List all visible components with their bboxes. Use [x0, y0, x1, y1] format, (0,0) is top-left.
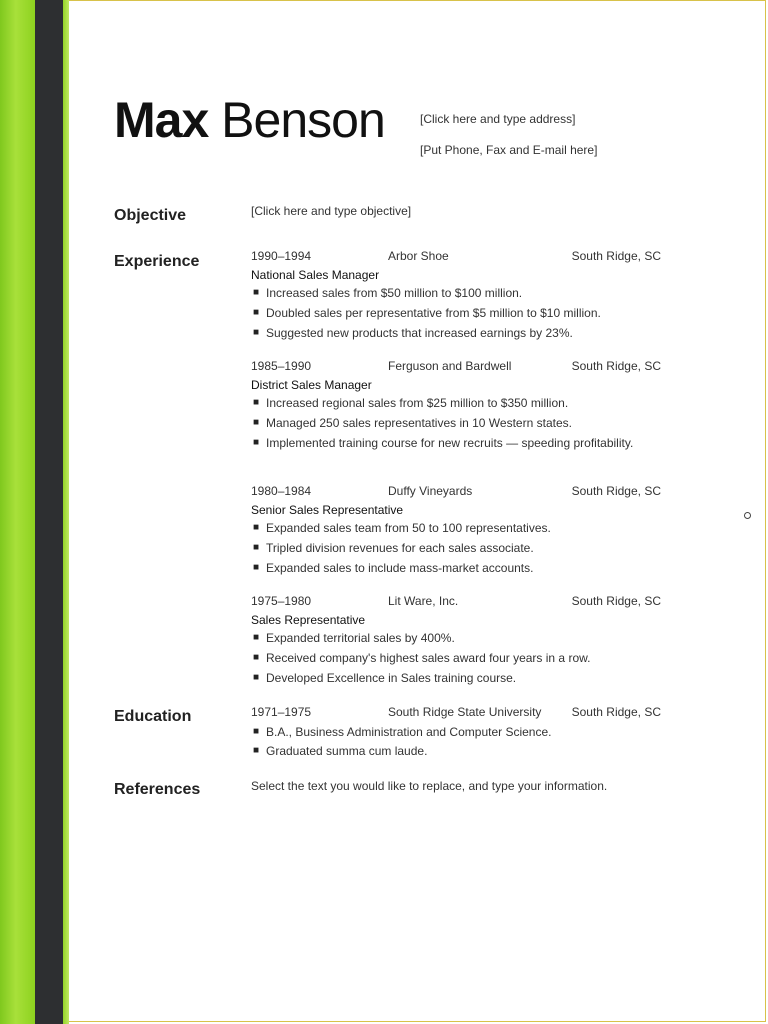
bullet-text: Expanded territorial sales by 400%. — [266, 631, 455, 645]
education-school: South Ridge State University — [388, 705, 542, 719]
job-title: Sales Representative — [251, 613, 366, 627]
job-title: District Sales Manager — [251, 378, 372, 392]
bullet-icon: ■ — [253, 437, 260, 448]
experience-heading: Experience — [114, 253, 200, 270]
job-company: Arbor Shoe — [388, 249, 449, 263]
bullet-text: Expanded sales team from 50 to 100 representatives. — [266, 521, 551, 535]
bullet-icon: ■ — [253, 672, 260, 683]
bullet-icon: ■ — [253, 726, 260, 737]
education-bullet — [251, 724, 661, 740]
job-dates: 1975–1980 — [251, 594, 312, 608]
first-name[interactable]: Max — [114, 92, 209, 148]
education-heading: Education — [114, 708, 192, 725]
references-placeholder[interactable]: Select the text you would like to replace, and type your information. — [251, 779, 608, 793]
phone-placeholder[interactable]: [Put Phone, Fax and E-mail here] — [420, 143, 598, 157]
job-entry — [251, 249, 661, 345]
job-bullet — [251, 520, 661, 536]
bullet-icon: ■ — [253, 745, 260, 756]
bullet-text: B.A., Business Administration and Computer Science. — [266, 725, 552, 739]
bullet-icon: ■ — [253, 652, 260, 663]
job-bullet — [251, 415, 661, 431]
job-bullet — [251, 630, 661, 646]
bullet-text: Increased regional sales from $25 million to $350 million. — [266, 396, 569, 410]
job-company: Duffy Vineyards — [388, 484, 473, 498]
green-side-band — [0, 0, 35, 1024]
bullet-icon: ■ — [253, 397, 260, 408]
bullet-text: Graduated summa cum laude. — [266, 744, 428, 758]
bullet-text: Expanded sales to include mass-market accounts. — [266, 561, 534, 575]
bullet-text: Doubled sales per representative from $5 million to $10 million. — [266, 306, 601, 320]
bullet-icon: ■ — [253, 417, 260, 428]
bullet-text: Increased sales from $50 million to $100 million. — [266, 286, 523, 300]
job-bullet — [251, 285, 661, 301]
resume-name[interactable] — [114, 92, 385, 148]
job-dates: 1990–1994 — [251, 249, 312, 263]
bullet-text: Suggested new products that increased earnings by 23%. — [266, 326, 573, 340]
job-company: Ferguson and Bardwell — [388, 359, 512, 373]
job-dates: 1980–1984 — [251, 484, 312, 498]
bullet-icon: ■ — [253, 632, 260, 643]
bullet-text: Developed Excellence in Sales training course. — [266, 671, 517, 685]
education-dates: 1971–1975 — [251, 705, 312, 719]
job-title: National Sales Manager — [251, 268, 380, 282]
objective-placeholder[interactable]: [Click here and type objective] — [251, 204, 412, 218]
job-title: Senior Sales Representative — [251, 503, 404, 517]
job-location: South Ridge, SC — [571, 359, 661, 373]
education-location: South Ridge, SC — [571, 705, 661, 719]
bullet-icon: ■ — [253, 542, 260, 553]
job-entry — [251, 594, 661, 690]
job-bullet — [251, 435, 661, 451]
bullet-icon: ■ — [253, 287, 260, 298]
bullet-text: Tripled division revenues for each sales associate. — [266, 541, 534, 555]
education-entry — [251, 705, 661, 762]
text-anchor-handle[interactable] — [744, 512, 751, 519]
job-bullet — [251, 540, 661, 556]
dark-side-band — [35, 0, 63, 1024]
bullet-icon: ■ — [253, 327, 260, 338]
job-bullet — [251, 670, 661, 686]
job-location: South Ridge, SC — [571, 594, 661, 608]
address-placeholder[interactable]: [Click here and type address] — [420, 112, 576, 126]
bullet-text: Managed 250 sales representatives in 10 Western states. — [266, 416, 572, 430]
job-dates: 1985–1990 — [251, 359, 312, 373]
education-bullet — [251, 743, 661, 759]
bullet-text: Implemented training course for new recruits — speeding profitability. — [266, 436, 634, 450]
bullet-icon: ■ — [253, 522, 260, 533]
job-entry — [251, 484, 661, 580]
job-entry — [251, 359, 661, 455]
job-company: Lit Ware, Inc. — [388, 594, 459, 608]
bullet-text: Received company's highest sales award four years in a row. — [266, 651, 591, 665]
job-location: South Ridge, SC — [571, 484, 661, 498]
green-edge-stripe — [63, 0, 69, 1024]
last-name[interactable]: Benson — [221, 92, 385, 148]
job-bullet — [251, 325, 661, 341]
job-bullet — [251, 395, 661, 411]
job-location: South Ridge, SC — [571, 249, 661, 263]
bullet-icon: ■ — [253, 562, 260, 573]
bullet-icon: ■ — [253, 307, 260, 318]
objective-heading: Objective — [114, 207, 187, 224]
job-bullet — [251, 650, 661, 666]
references-heading: References — [114, 781, 201, 798]
job-bullet — [251, 560, 661, 576]
job-bullet — [251, 305, 661, 321]
